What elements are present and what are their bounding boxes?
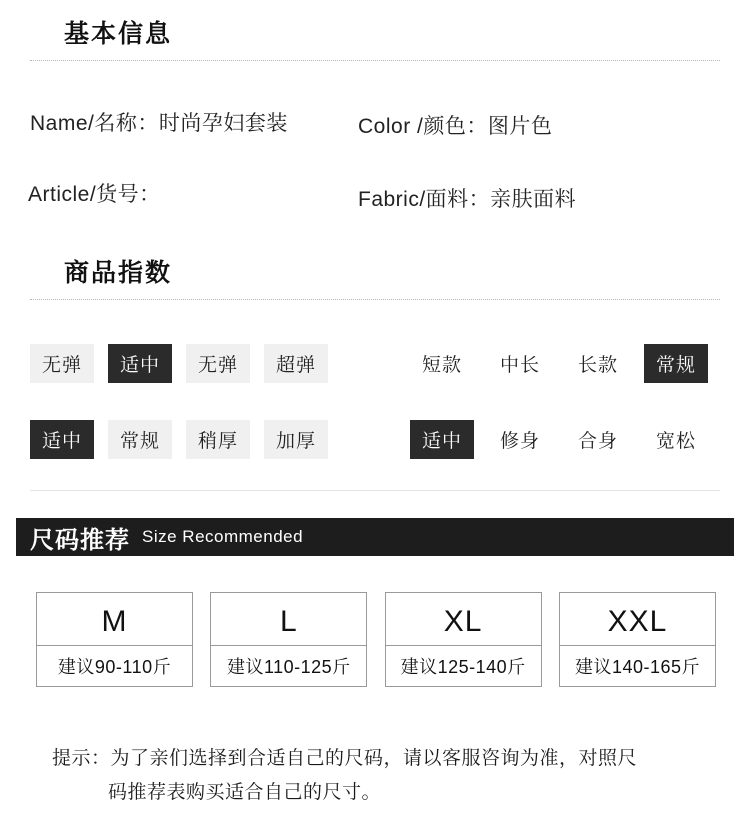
size-weight: 建议140-165斤 bbox=[560, 645, 715, 686]
fit-chip-row bbox=[410, 420, 708, 459]
elasticity-chip: 超弹 bbox=[264, 344, 328, 383]
product-name-line: Name/名称：时尚孕妇套装 bbox=[30, 112, 288, 135]
section-divider bbox=[30, 490, 720, 491]
thickness-chip: 稍厚 bbox=[186, 420, 250, 459]
fit-chip: 合身 bbox=[578, 431, 619, 452]
product-index-heading bbox=[30, 253, 720, 300]
product-index-title: 商品指数 bbox=[64, 259, 173, 287]
size-tip-line2: 码推荐表购买适合自己的尺寸。 bbox=[108, 782, 382, 803]
size-label: XXL bbox=[607, 605, 668, 638]
length-chip-selected: 常规 bbox=[644, 344, 708, 383]
fit-chip: 修身 bbox=[500, 431, 541, 452]
thickness-chip-selected: 适中 bbox=[30, 420, 94, 459]
elasticity-chip: 无弹 bbox=[30, 344, 94, 383]
size-label: M bbox=[101, 605, 128, 638]
length-chip: 短款 bbox=[422, 355, 463, 376]
thickness-chip-row bbox=[30, 420, 328, 459]
length-chip: 中长 bbox=[500, 355, 541, 376]
size-label: L bbox=[279, 605, 298, 638]
length-chip: 长款 bbox=[578, 355, 619, 376]
product-article-line: Article/货号： bbox=[28, 183, 161, 206]
size-weight: 建议125-140斤 bbox=[386, 645, 541, 686]
size-label: XL bbox=[443, 605, 483, 638]
elasticity-chip: 无弹 bbox=[186, 344, 250, 383]
size-weight: 建议90-110斤 bbox=[37, 645, 192, 686]
size-weight: 建议110-125斤 bbox=[211, 645, 366, 686]
size-tip-line1: 提示：为了亲们选择到合适自己的尺码，请以客服咨询为准，对照尺 bbox=[52, 748, 638, 769]
size-table bbox=[36, 592, 716, 687]
fit-chip: 宽松 bbox=[656, 431, 697, 452]
size-bar-title-en: Size Recommended bbox=[142, 527, 304, 546]
size-tip bbox=[52, 742, 712, 810]
size-box bbox=[210, 592, 367, 687]
size-recommended-bar bbox=[16, 518, 734, 556]
fit-chip-selected: 适中 bbox=[410, 420, 474, 459]
product-color-line: Color /颜色：图片色 bbox=[358, 115, 553, 138]
elasticity-chip-selected: 适中 bbox=[108, 344, 172, 383]
basic-info-title: 基本信息 bbox=[64, 20, 173, 48]
size-box bbox=[559, 592, 716, 687]
product-fabric-line: Fabric/面料：亲肤面料 bbox=[358, 188, 577, 211]
basic-info-heading bbox=[30, 14, 720, 61]
elasticity-chip-row bbox=[30, 344, 328, 383]
thickness-chip: 常规 bbox=[108, 420, 172, 459]
thickness-chip: 加厚 bbox=[264, 420, 328, 459]
length-chip-row bbox=[410, 344, 708, 383]
size-box bbox=[36, 592, 193, 687]
size-box bbox=[385, 592, 542, 687]
size-bar-title-cn: 尺码推荐 bbox=[30, 526, 130, 554]
